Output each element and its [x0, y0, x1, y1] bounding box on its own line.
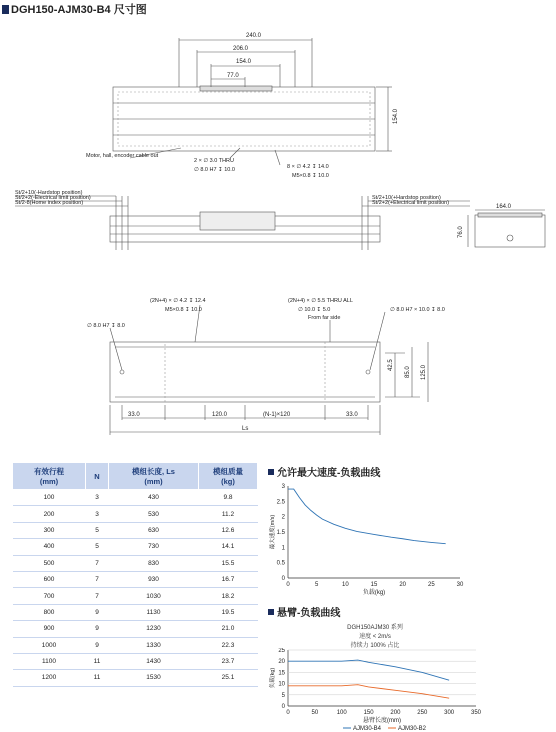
- x-tick-label: 25: [427, 582, 435, 588]
- table-cell: 800: [13, 604, 86, 620]
- thread-note: M5×0.8 ↧ 10.0: [292, 173, 329, 179]
- table-cell: 23.7: [199, 653, 258, 669]
- table-cell: 730: [109, 539, 199, 555]
- table-row: [13, 653, 258, 669]
- y-tick-label: 10: [278, 681, 285, 688]
- dim-85: 85.0: [405, 366, 411, 378]
- table-cell: 430: [109, 490, 199, 506]
- x-tick-label: 200: [390, 710, 401, 716]
- table-cell: 630: [109, 522, 199, 538]
- x-tick-label: 250: [417, 710, 428, 716]
- series-line: [288, 685, 449, 698]
- table-row: [13, 621, 258, 637]
- hole-note: 8 × ∅ 4.2 ↧ 14.0: [287, 164, 329, 170]
- x-axis-label: 悬臂长度(mm): [363, 718, 401, 724]
- table-cell: 7: [86, 588, 109, 604]
- table-cell: 9.8: [199, 490, 258, 506]
- home-index: St/2-8(Home index position): [15, 200, 84, 206]
- table-cell: 5: [86, 539, 109, 555]
- series-line: [288, 489, 446, 544]
- table-cell: 400: [13, 539, 86, 555]
- series-line: [288, 660, 449, 680]
- dim-n-120: (N-1)×120: [263, 412, 291, 418]
- y-tick-label: 1: [281, 545, 285, 552]
- spec-table: [12, 462, 258, 687]
- y-tick-label: 0: [281, 576, 285, 582]
- bottom-note-4: ∅ 10.0 ↧ 5.0: [298, 307, 331, 313]
- y-tick-label: 0.5: [276, 560, 285, 567]
- table-cell: 19.5: [199, 604, 258, 620]
- dim-154-height: 154.0: [393, 108, 399, 124]
- table-row: [13, 588, 258, 604]
- header-n: N: [86, 463, 109, 490]
- table-row: [13, 539, 258, 555]
- x-tick-label: 30: [456, 582, 464, 588]
- table-row: [13, 604, 258, 620]
- dim-ls: Ls: [242, 426, 249, 432]
- table-cell: 1230: [109, 621, 199, 637]
- x-tick-label: 10: [341, 582, 349, 588]
- table-cell: 1530: [109, 670, 199, 686]
- y-tick-label: 3: [281, 484, 285, 490]
- table-cell: 300: [13, 522, 86, 538]
- y-tick-label: 2.5: [276, 499, 285, 506]
- table-cell: 11: [86, 653, 109, 669]
- table-row: [13, 670, 258, 686]
- header-mass: 模组质量 (kg): [199, 463, 258, 490]
- hardstop-minus: St/2+10(-Hardstop position): [15, 190, 83, 196]
- table-cell: 21.0: [199, 621, 258, 637]
- bottom-note-3: (2N+4) × ∅ 5.5 THRU ALL: [288, 298, 353, 304]
- side-view: [15, 196, 545, 250]
- table-cell: 530: [109, 506, 199, 522]
- hardstop-plus: St/2+10(+Hardstop position): [372, 195, 441, 201]
- table-row: [13, 506, 258, 522]
- dim-240: 240.0: [246, 33, 262, 39]
- table-row: [13, 522, 258, 538]
- y-axis-label: 负载(kg): [270, 667, 276, 689]
- table-cell: 25.1: [199, 670, 258, 686]
- x-tick-label: 100: [336, 710, 347, 716]
- top-view: [113, 38, 392, 165]
- table-row: [13, 571, 258, 587]
- x-tick-label: 0: [286, 710, 290, 716]
- table-cell: 100: [13, 490, 86, 506]
- dim-76: 76.0: [458, 226, 464, 238]
- limit-minus: St/2+2(-Electrical limit position): [15, 195, 91, 201]
- dim-154: 154.0: [236, 59, 252, 65]
- table-cell: 3: [86, 506, 109, 522]
- bottom-note-1: (2N+4) × ∅ 4.2 ↧ 12.4: [150, 298, 206, 304]
- x-axis-label: 负载(kg): [362, 590, 386, 596]
- table-cell: 7: [86, 571, 109, 587]
- dim-33-right: 33.0: [346, 412, 358, 418]
- y-tick-label: 2: [281, 514, 285, 521]
- y-tick-label: 25: [278, 648, 285, 654]
- table-cell: 1000: [13, 637, 86, 653]
- y-tick-label: 15: [278, 670, 285, 677]
- cable-note: Motor, hall, encoder cable out: [86, 153, 159, 159]
- y-tick-label: 1.5: [276, 530, 285, 536]
- x-tick-label: 300: [444, 710, 455, 716]
- table-cell: 18.2: [199, 588, 258, 604]
- table-cell: 1030: [109, 588, 199, 604]
- table-cell: 200: [13, 506, 86, 522]
- limit-plus: St/2+2(+Electrical limit position): [372, 200, 450, 206]
- table-cell: 9: [86, 621, 109, 637]
- dim-120: 120.0: [212, 412, 228, 418]
- y-tick-label: 20: [278, 659, 285, 666]
- arm-subtitle-3: 持续力 100% 占比: [350, 643, 400, 649]
- h7-note: ∅ 8.0 H7 ↧ 10.0: [194, 167, 235, 173]
- table-cell: 1430: [109, 653, 199, 669]
- x-tick-label: 150: [363, 710, 374, 716]
- speed-section-title: 允许最大速度-负载曲线: [268, 464, 380, 479]
- table-cell: 14.1: [199, 539, 258, 555]
- table-cell: 11: [86, 670, 109, 686]
- table-cell: 930: [109, 571, 199, 587]
- table-cell: 1100: [13, 653, 86, 669]
- x-tick-label: 5: [314, 582, 319, 588]
- x-tick-label: 15: [370, 582, 378, 588]
- table-cell: 5: [86, 522, 109, 538]
- y-tick-label: 5: [281, 692, 285, 699]
- dim-77: 77.0: [227, 73, 239, 79]
- header-stroke: 有效行程 (mm): [13, 463, 86, 490]
- legend-label: AJM30-B2: [398, 726, 427, 732]
- header-ls: 模组长度, Ls (mm): [109, 463, 199, 490]
- table-cell: 15.5: [199, 555, 258, 571]
- table-row: [13, 555, 258, 571]
- y-tick-label: 0: [281, 704, 285, 710]
- page-title: DGH150-AJM30-B4 尺寸图: [2, 1, 147, 17]
- table-cell: 1200: [13, 670, 86, 686]
- arm-section-title: 悬臂-负载曲线: [268, 604, 340, 619]
- y-axis-label: 最大速度(m/s): [270, 514, 276, 550]
- thru-note: 2 × ∅ 3.0 THRU: [194, 158, 234, 164]
- table-cell: 1330: [109, 637, 199, 653]
- dim-125: 125.0: [421, 364, 427, 380]
- table-row: [13, 490, 258, 506]
- table-cell: 1130: [109, 604, 199, 620]
- x-tick-label: 20: [399, 582, 407, 588]
- dim-164: 164.0: [496, 204, 512, 210]
- table-cell: 3: [86, 490, 109, 506]
- arm-chart: [262, 648, 492, 732]
- table-cell: 9: [86, 637, 109, 653]
- section-square-icon: [268, 469, 274, 475]
- dim-33-left: 33.0: [128, 412, 140, 418]
- table-cell: 22.3: [199, 637, 258, 653]
- table-cell: 9: [86, 604, 109, 620]
- section-square-icon: [268, 609, 274, 615]
- arm-subtitle-1: DGH150AJM30 系列: [347, 625, 403, 631]
- dim-42-5: 42.5: [388, 359, 394, 371]
- legend-label: AJM30-B4: [353, 726, 382, 732]
- bottom-note-7: ∅ 8.0 H7 ↧ 8.0: [87, 323, 125, 329]
- table-cell: 11.2: [199, 506, 258, 522]
- arm-subtitle-2: 速度 < 2m/s: [359, 634, 391, 640]
- bottom-note-6: ∅ 8.0 H7 × 10.0 ↧ 8.0: [390, 307, 445, 313]
- bottom-note-5: From far side: [308, 315, 341, 321]
- table-cell: 7: [86, 555, 109, 571]
- bottom-note-2: M5×0.8 ↧ 10.0: [165, 307, 202, 313]
- x-tick-label: 0: [286, 582, 290, 588]
- table-cell: 830: [109, 555, 199, 571]
- table-cell: 16.7: [199, 571, 258, 587]
- dim-206: 206.0: [233, 46, 249, 52]
- table-cell: 12.6: [199, 522, 258, 538]
- table-cell: 500: [13, 555, 86, 571]
- table-row: [13, 637, 258, 653]
- table-cell: 600: [13, 571, 86, 587]
- table-cell: 900: [13, 621, 86, 637]
- speed-chart: [262, 480, 472, 596]
- table-cell: 700: [13, 588, 86, 604]
- x-tick-label: 50: [311, 710, 319, 716]
- x-tick-label: 350: [470, 710, 482, 716]
